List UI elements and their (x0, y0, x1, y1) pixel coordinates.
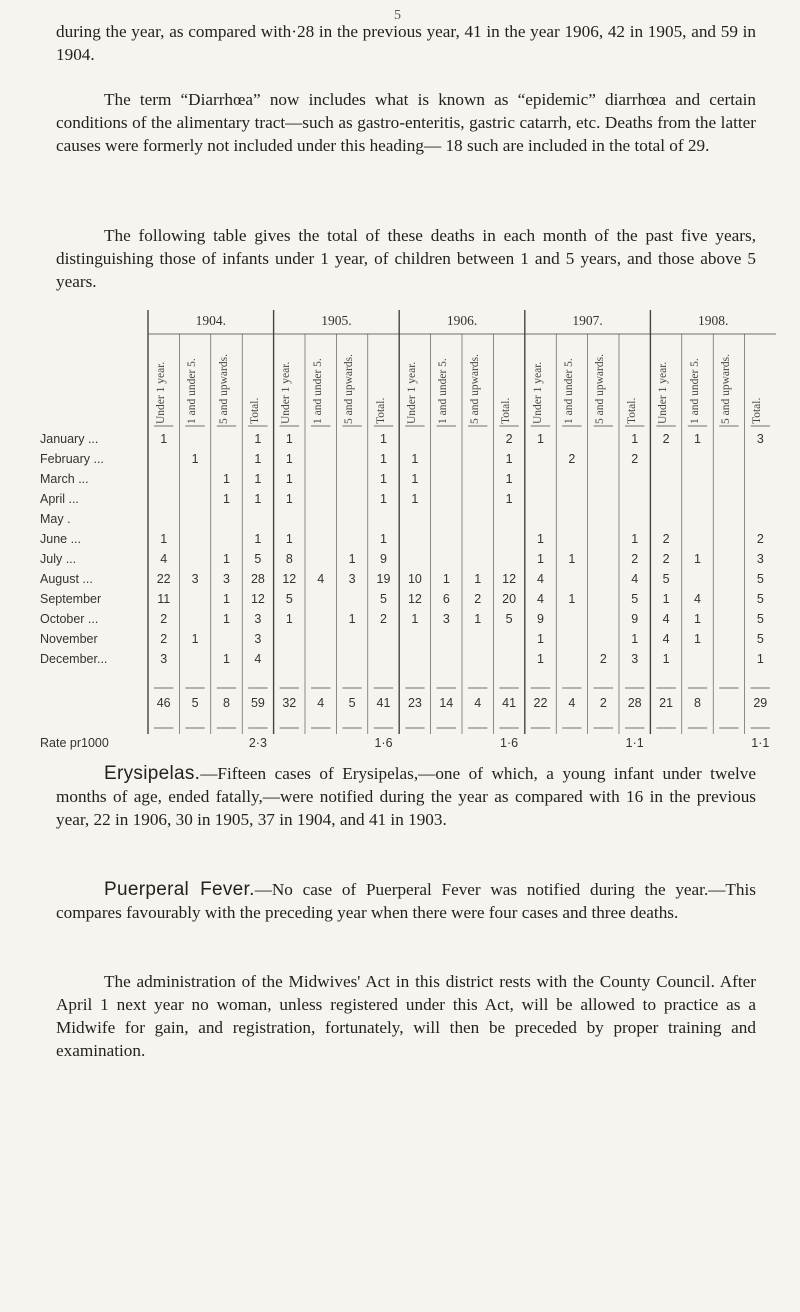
table-cell: 3 (756, 432, 764, 446)
total-cell: 4 (317, 696, 325, 710)
total-cell: 5 (348, 696, 356, 710)
table-cell: 2 (756, 532, 764, 546)
month-label: July ... (40, 552, 77, 566)
total-cell: 41 (376, 696, 391, 710)
month-label: March ... (40, 472, 89, 486)
table-cell: 2 (380, 612, 387, 626)
month-label: April ... (40, 492, 79, 506)
page-number: 5 (394, 8, 401, 23)
table-cell: 1 (631, 632, 639, 646)
total-cell: 8 (694, 696, 701, 710)
table-cell: 1 (756, 652, 764, 666)
table-cell: 5 (756, 592, 764, 606)
table-cell: 1 (380, 532, 387, 546)
table-cell: 1 (348, 612, 356, 626)
column-header: Under 1 year. (405, 361, 418, 424)
column-header: Total. (751, 397, 764, 424)
table-cell: 1 (191, 452, 199, 466)
table-cell: 12 (250, 592, 265, 606)
year-header: 1904. (195, 313, 226, 328)
table-cell: 1 (505, 472, 513, 486)
month-label: November (40, 632, 98, 646)
table-cell: 5 (756, 612, 764, 626)
rate-cell: 1·6 (374, 736, 393, 750)
table-cell: 12 (407, 592, 422, 606)
column-header: 1 and under 5. (688, 358, 701, 424)
table-cell: 6 (442, 592, 450, 606)
paragraph-text: during the year, as compared with·28 in the previous year, 41 in the year 1906, 42 in 1905, and 59 in 1904. (56, 22, 756, 64)
table-cell: 4 (631, 572, 639, 586)
table-cell: 1 (223, 652, 230, 666)
table-cell: 1 (380, 492, 387, 506)
year-header: 1905. (321, 313, 352, 328)
table-cell: 1 (285, 452, 293, 466)
table-cell: 9 (380, 552, 387, 566)
table-cell: 1 (160, 532, 168, 546)
month-label: February ... (40, 452, 104, 466)
table-cell: 1 (254, 532, 262, 546)
table-cell: 1 (285, 532, 293, 546)
table-cell: 2 (662, 552, 670, 566)
table-cell: 1 (380, 432, 387, 446)
table-cell: 5 (756, 632, 764, 646)
table-cell: 2 (631, 452, 639, 466)
total-cell: 29 (753, 696, 768, 710)
table-cell: 1 (411, 492, 419, 506)
table-cell: 1 (411, 612, 419, 626)
table-cell: 3 (160, 652, 168, 666)
table-cell: 1 (694, 432, 701, 446)
table-cell: 1 (380, 472, 387, 486)
table-cell: 3 (223, 572, 230, 586)
table-cell: 4 (662, 612, 670, 626)
puerperal-section (56, 878, 756, 924)
rate-cell: 2·3 (248, 736, 267, 750)
table-cell: 4 (537, 592, 544, 606)
table-cell: 1 (505, 492, 513, 506)
table-cell: 1 (474, 612, 482, 626)
total-cell: 5 (191, 696, 199, 710)
table-cell: 5 (631, 592, 639, 606)
table-cell: 5 (662, 572, 670, 586)
table-cell: 3 (442, 612, 450, 626)
table-cell: 2 (474, 592, 482, 606)
diarrhoea-deaths-table (40, 310, 776, 750)
table-cell: 2 (160, 612, 168, 626)
paragraph-text: The following table gives the total of these deaths in each month of the past five years, distinguishing those of infants under 1 year, of children between 1 and 5 years, and those above 5 years. (56, 226, 756, 291)
table-cell: 5 (285, 592, 293, 606)
table-cell: 1 (694, 632, 701, 646)
table-cell: 2 (160, 632, 168, 646)
table-cell: 22 (156, 572, 171, 586)
table-cell: 5 (756, 572, 764, 586)
table-cell: 1 (254, 472, 262, 486)
erysipelas-heading: Erysipelas. (104, 763, 201, 784)
column-header: 5 and upwards. (343, 354, 356, 424)
table-cell: 3 (756, 552, 764, 566)
table-cell: 1 (568, 552, 576, 566)
table-cell: 3 (191, 572, 199, 586)
table-cell: 10 (407, 572, 422, 586)
table-cell: 1 (285, 432, 293, 446)
table-cell: 1 (380, 452, 387, 466)
total-cell: 14 (439, 696, 454, 710)
erysipelas-section (56, 762, 756, 831)
table-cell: 1 (285, 472, 293, 486)
column-header: 1 and under 5. (437, 358, 450, 424)
table-cell: 1 (662, 652, 670, 666)
column-header: Total. (248, 397, 261, 424)
table-cell: 1 (411, 472, 419, 486)
table-cell: 28 (250, 572, 265, 586)
table-cell: 3 (348, 572, 356, 586)
total-cell: 32 (282, 696, 297, 710)
paragraph-table-intro (56, 224, 756, 293)
column-header: Under 1 year. (280, 361, 293, 424)
table-cell: 20 (502, 592, 517, 606)
table-cell: 1 (631, 532, 639, 546)
table-cell: 1 (537, 532, 544, 546)
paragraph-text: The term “Diarrhœa” now includes what is known as “epidemic” diarrhœa and certain conditions of the alimentary tract—such as gastro-enteritis, gastric catarrh, etc. Deaths from the latter causes were formerly not included under this heading— 18 such are included in the total of 29. (56, 90, 756, 155)
total-cell: 59 (250, 696, 265, 710)
rate-label: Rate pr1000 (40, 736, 109, 750)
table-cell: 1 (537, 632, 544, 646)
table-cell: 1 (474, 572, 482, 586)
column-header: Total. (500, 397, 513, 424)
table-cell: 1 (537, 652, 544, 666)
column-header: 1 and under 5. (186, 358, 199, 424)
table-cell: 1 (442, 572, 450, 586)
table-cell: 4 (537, 572, 544, 586)
year-header: 1906. (446, 313, 478, 328)
total-cell: 28 (627, 696, 642, 710)
total-cell: 8 (223, 696, 230, 710)
table-cell: 1 (254, 432, 262, 446)
column-header: Under 1 year. (657, 361, 670, 424)
year-header: 1908. (698, 313, 729, 328)
total-cell: 46 (156, 696, 171, 710)
puerperal-text: —No case of Puerperal Fever was notified during the year.—This compares favourably with the preceding year when there were four cases and three deaths. (56, 880, 756, 922)
month-label: August ... (40, 572, 93, 586)
month-label: January ... (40, 432, 99, 446)
table-cell: 2 (662, 432, 670, 446)
paragraph-diarrhoea-definition (56, 88, 756, 157)
table-cell: 1 (411, 452, 419, 466)
table-cell: 3 (631, 652, 639, 666)
paragraph-text: The administration of the Midwives' Act in this district rests with the County Council. After April 1 next year no woman, unless registered under this Act, will be allowed to practice as a Midwife for gain, and registration, fortunately, will then be preceded by proper training and examination. (56, 972, 756, 1060)
table-cell: 19 (376, 572, 391, 586)
month-label: December... (40, 652, 108, 666)
table-cell: 1 (537, 552, 544, 566)
total-cell: 22 (533, 696, 548, 710)
table-cell: 3 (254, 612, 262, 626)
column-header: 5 and upwards. (719, 354, 732, 424)
table-cell: 1 (285, 492, 293, 506)
table-cell: 1 (285, 612, 293, 626)
table-cell: 2 (599, 652, 607, 666)
table-cell: 9 (537, 612, 544, 626)
column-header: 1 and under 5. (562, 358, 575, 424)
total-cell: 41 (502, 696, 517, 710)
total-cell: 4 (568, 696, 576, 710)
table-cell: 12 (282, 572, 297, 586)
table-cell: 4 (160, 552, 168, 566)
table-cell: 1 (348, 552, 356, 566)
table-cell: 2 (568, 452, 576, 466)
table-cell: 1 (254, 452, 262, 466)
table-cell: 4 (317, 572, 325, 586)
table-cell: 1 (223, 552, 230, 566)
total-cell: 2 (599, 696, 607, 710)
table-cell: 1 (223, 612, 230, 626)
table-cell: 1 (254, 492, 262, 506)
table-cell: 1 (223, 472, 230, 486)
month-label: October ... (40, 612, 99, 626)
table-cell: 2 (631, 552, 639, 566)
month-label: September (40, 592, 102, 606)
table-cell: 9 (631, 612, 639, 626)
table-cell: 5 (505, 612, 513, 626)
column-header: Under 1 year. (154, 361, 167, 424)
table-cell: 1 (694, 612, 701, 626)
paragraph-midwives-act (56, 970, 756, 1062)
puerperal-heading: Puerperal Fever. (104, 879, 255, 900)
table-cell: 1 (223, 592, 230, 606)
table-cell: 5 (380, 592, 387, 606)
column-header: Total. (374, 397, 387, 424)
table-cell: 3 (254, 632, 262, 646)
table-cell: 1 (537, 432, 544, 446)
paragraph-diarrhoea-rate (56, 20, 756, 66)
table-cell: 8 (285, 552, 293, 566)
rate-cell: 1·1 (751, 736, 770, 750)
total-cell: 21 (659, 696, 674, 710)
table-cell: 4 (254, 652, 262, 666)
column-header: 5 and upwards. (594, 354, 607, 424)
column-header: Under 1 year. (531, 361, 544, 424)
table-cell: 4 (662, 632, 670, 646)
column-header: 1 and under 5. (311, 358, 324, 424)
table-cell: 1 (662, 592, 670, 606)
column-header: Total. (625, 397, 638, 424)
table-cell: 1 (160, 432, 168, 446)
column-header: 5 and upwards. (217, 354, 230, 424)
table-cell: 1 (568, 592, 576, 606)
table-cell: 1 (694, 552, 701, 566)
total-cell: 4 (474, 696, 482, 710)
table-cell: 11 (157, 592, 171, 606)
month-label: June ... (40, 532, 81, 546)
table-cell: 4 (694, 592, 701, 606)
rate-cell: 1·6 (500, 736, 519, 750)
table-cell: 5 (254, 552, 262, 566)
erysipelas-text: —Fifteen cases of Erysipelas,—one of which, a young infant under twelve months of age, ended fatally,—were notified during the year as compared with 16 in the previous year, 22 in 1906, 30 in 1905, 37 in 1904, and 41 in 1903. (56, 764, 756, 829)
total-cell: 23 (407, 696, 422, 710)
table-cell: 2 (505, 432, 513, 446)
year-header: 1907. (572, 313, 603, 328)
table-cell: 1 (223, 492, 230, 506)
table-cell: 1 (631, 432, 639, 446)
column-header: 5 and upwards. (468, 354, 481, 424)
table-cell: 12 (502, 572, 517, 586)
table-cell: 2 (662, 532, 670, 546)
table-cell: 1 (191, 632, 199, 646)
table-cell: 1 (505, 452, 513, 466)
rate-cell: 1·1 (625, 736, 644, 750)
month-label: May . (40, 512, 71, 526)
